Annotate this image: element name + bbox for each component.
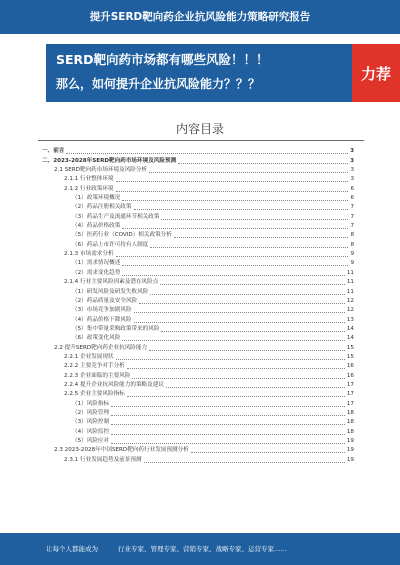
toc-entry-text: （5）医药行业（COVID）相关政策分析 (72, 232, 172, 239)
toc-entry-page: 9 (350, 260, 354, 267)
toc-entry-text: （4）药品价格政策 (72, 223, 121, 230)
toc-entry[interactable] (42, 343, 354, 352)
toc-entry[interactable] (42, 446, 354, 455)
report-title: 提升SERD靶向药企业抗风险能力策略研究报告 (89, 11, 311, 23)
toc-leader-dots (134, 312, 345, 313)
toc-entry-text: （2）风险管理 (72, 409, 110, 416)
toc-leader-dots (111, 415, 345, 416)
toc-entry[interactable] (42, 437, 354, 446)
toc-entry[interactable] (42, 259, 354, 268)
toc-entry-text: （4）风险监控 (72, 428, 110, 435)
toc-entry[interactable] (42, 278, 354, 287)
toc-leader-dots (122, 340, 345, 341)
toc-entry-text: （3）风险控制 (72, 419, 110, 426)
toc-entry-text: （4）药品价格下降风险 (72, 316, 132, 323)
toc-entry[interactable] (42, 353, 354, 362)
toc-entry[interactable] (42, 212, 354, 221)
toc-entry-page: 12 (346, 307, 354, 314)
toc-entry[interactable] (42, 362, 354, 371)
toc-entry[interactable] (42, 250, 354, 259)
toc-entry-text: （1）风险指标 (72, 400, 110, 407)
toc-entry[interactable] (42, 156, 354, 165)
toc-entry[interactable] (42, 203, 354, 212)
toc-entry-page: 8 (350, 232, 354, 239)
toc-entry[interactable] (42, 184, 354, 193)
toc-entry-page: 12 (346, 297, 354, 304)
toc-leader-dots (122, 275, 345, 276)
toc-leader-dots (149, 350, 345, 351)
toc-entry[interactable] (42, 418, 354, 427)
toc-entry-text: 2.1.2 行业政策环境 (64, 185, 114, 192)
toc-entry[interactable] (42, 268, 354, 277)
toc-leader-dots (111, 443, 345, 444)
toc-entry-page: 6 (350, 195, 354, 202)
toc-entry-page: 7 (350, 223, 354, 230)
toc-entry-page: 3 (350, 157, 354, 164)
promo-banner (46, 44, 352, 102)
toc-entry-page: 19 (346, 438, 354, 444)
toc-entry-page: 3 (350, 176, 354, 183)
toc-entry-text: （1）研发风险及研发失败风险 (72, 288, 149, 295)
toc-entry-page: 15 (346, 344, 354, 351)
toc-entry-page: 11 (346, 269, 354, 276)
toc-entry-page: 3 (350, 167, 354, 174)
toc-entry-text: 2.2.3 企业面临的主要风险 (64, 372, 131, 379)
toc-leader-dots (174, 237, 349, 238)
toc-entry-page: 3 (350, 148, 354, 155)
toc-leader-dots (122, 200, 348, 201)
toc-entry-page: 13 (346, 316, 354, 323)
toc-leader-dots (127, 368, 345, 369)
toc-leader-dots (116, 181, 349, 182)
toc-entry-text: （2）需求变化趋势 (72, 269, 121, 276)
toc-leader-dots (111, 406, 345, 407)
toc-leader-dots (161, 331, 344, 332)
footer-slogan-left: 让每个人都能成为 (46, 545, 98, 553)
toc-entry-text: 2.1.3 市场需求分析 (64, 251, 114, 258)
toc-entry-page: 16 (346, 363, 354, 370)
toc-entry-page: 19 (346, 447, 354, 454)
footer-bar (0, 533, 400, 565)
toc-entry[interactable] (42, 371, 354, 380)
toc-entry-page: 16 (346, 372, 354, 379)
toc-entry-page: 8 (350, 241, 354, 248)
toc-entry-text: 2.1.4 行业主要风险因素及潜在风险点 (64, 279, 159, 286)
toc-entry-page: 14 (346, 335, 354, 342)
toc-entry[interactable] (42, 409, 354, 418)
toc-entry-text: （2）药品注册相关政策 (72, 204, 132, 211)
toc-entry-text: 2.2 提升SERD靶向药企业抗风险能力 (54, 344, 148, 351)
toc-entry-page: 15 (346, 353, 354, 360)
toc-entry[interactable] (42, 399, 354, 408)
toc-entry-text: （6）政策变化风险 (72, 335, 121, 342)
toc-title: 内容目录 (175, 122, 224, 136)
toc-leader-dots (127, 396, 345, 397)
toc-entry[interactable] (42, 231, 354, 240)
toc-entry[interactable] (42, 390, 354, 399)
toc-entry-text: （1）政策环境概况 (72, 195, 121, 202)
toc-leader-dots (116, 256, 349, 257)
toc-leader-dots (111, 424, 345, 425)
toc-entry-text: 2.3 2023-2028年中国SERD靶向药行业发展预测分析 (54, 447, 189, 454)
toc-leader-dots (144, 462, 345, 463)
toc-entry[interactable] (42, 427, 354, 436)
toc-entry[interactable] (42, 315, 354, 324)
toc-leader-dots (160, 284, 345, 285)
toc-leader-dots (116, 191, 349, 192)
toc-entry-page: 17 (346, 381, 354, 388)
toc-leader-dots (191, 452, 345, 453)
toc-leader-dots (134, 209, 349, 210)
toc-leader-dots (150, 294, 345, 295)
toc-entry-text: 2.2.5 企业主要风险指标 (64, 391, 125, 398)
toc-entry-text: 2.1.1 行业整体环境 (64, 176, 114, 183)
toc-entry[interactable] (42, 381, 354, 390)
toc-entry[interactable] (42, 240, 354, 249)
toc-leader-dots (166, 387, 345, 388)
toc-entry[interactable] (42, 455, 354, 464)
toc-entry-page: 7 (350, 213, 354, 220)
recommend-badge: 力荐 (352, 44, 400, 102)
toc-entry-text: （1）需求情况概述 (72, 260, 121, 267)
toc-entry[interactable] (42, 194, 354, 203)
toc-entry[interactable] (42, 287, 354, 296)
toc-entry[interactable] (42, 306, 354, 315)
toc-entry-text: 2.2.1 企业发展现状 (64, 353, 114, 360)
toc-entry-page: 11 (346, 279, 354, 286)
toc-entry-text: 二、2023-2028年SERD靶向药市场环境及风险预测 (42, 157, 177, 164)
toc-entry[interactable] (42, 325, 354, 334)
toc-entry-page: 18 (346, 428, 354, 435)
toc-entry-text: 2.1 SERD靶向药市场环境及风险分析 (54, 167, 148, 174)
toc-leader-dots (111, 434, 345, 435)
toc-leader-dots (161, 219, 348, 220)
table-of-contents (42, 147, 354, 465)
toc-entry[interactable] (42, 334, 354, 343)
toc-divider (38, 140, 364, 141)
toc-leader-dots (134, 322, 345, 323)
report-header-bar (0, 0, 400, 34)
toc-leader-dots (150, 247, 348, 248)
toc-entry-page: 6 (350, 185, 354, 192)
toc-entry[interactable] (42, 175, 354, 184)
toc-leader-dots (116, 359, 345, 360)
toc-entry-page: 7 (350, 204, 354, 211)
toc-entry-text: （2）药品质量及安全风险 (72, 297, 138, 304)
toc-entry[interactable] (42, 166, 354, 175)
toc-entry[interactable] (42, 147, 354, 156)
toc-entry-text: （5）集中带量采购政策带来的风险 (72, 325, 160, 332)
toc-leader-dots (122, 228, 348, 229)
toc-entry-page: 19 (346, 456, 354, 463)
banner-headline: SERD靶向药市场都有哪些风险！！！ (56, 52, 269, 67)
footer-slogan-right: 行业专家、管理专家、营销专家、战略专家、运营专家…… (118, 545, 287, 553)
toc-entry[interactable] (42, 222, 354, 231)
toc-entry-text: 一、前言 (42, 148, 65, 155)
toc-leader-dots (149, 172, 348, 173)
toc-entry-text: 2.2.4 提升企业抗风险能力的策略及建议 (64, 381, 164, 388)
toc-entry-page: 14 (346, 325, 354, 332)
toc-entry-text: （5）风险应对 (72, 438, 110, 444)
banner-subheadline: 那么，如何提升企业抗风险能力？？？ (56, 77, 261, 91)
toc-entry-text: （3）市场竞争加剧风险 (72, 307, 132, 314)
toc-entry-page: 17 (346, 400, 354, 407)
toc-entry-text: 2.2.2 主要竞争对手分析 (64, 363, 125, 370)
toc-entry-text: （6）药品上市许可持有人制度 (72, 241, 149, 248)
toc-entry-text: 2.3.1 行业发展趋势及前景预测 (64, 456, 142, 463)
toc-leader-dots (122, 265, 348, 266)
toc-leader-dots (178, 163, 348, 164)
toc-leader-dots (66, 153, 348, 154)
toc-entry-page: 9 (350, 251, 354, 258)
toc-leader-dots (132, 378, 345, 379)
toc-leader-dots (139, 303, 345, 304)
toc-entry-page: 11 (346, 288, 354, 295)
toc-entry-text: （3）药品生产及流通环节相关政策 (72, 213, 160, 220)
toc-entry-page: 17 (346, 391, 354, 398)
toc-entry-page: 18 (346, 409, 354, 416)
toc-entry[interactable] (42, 297, 354, 306)
toc-entry-page: 18 (346, 419, 354, 426)
